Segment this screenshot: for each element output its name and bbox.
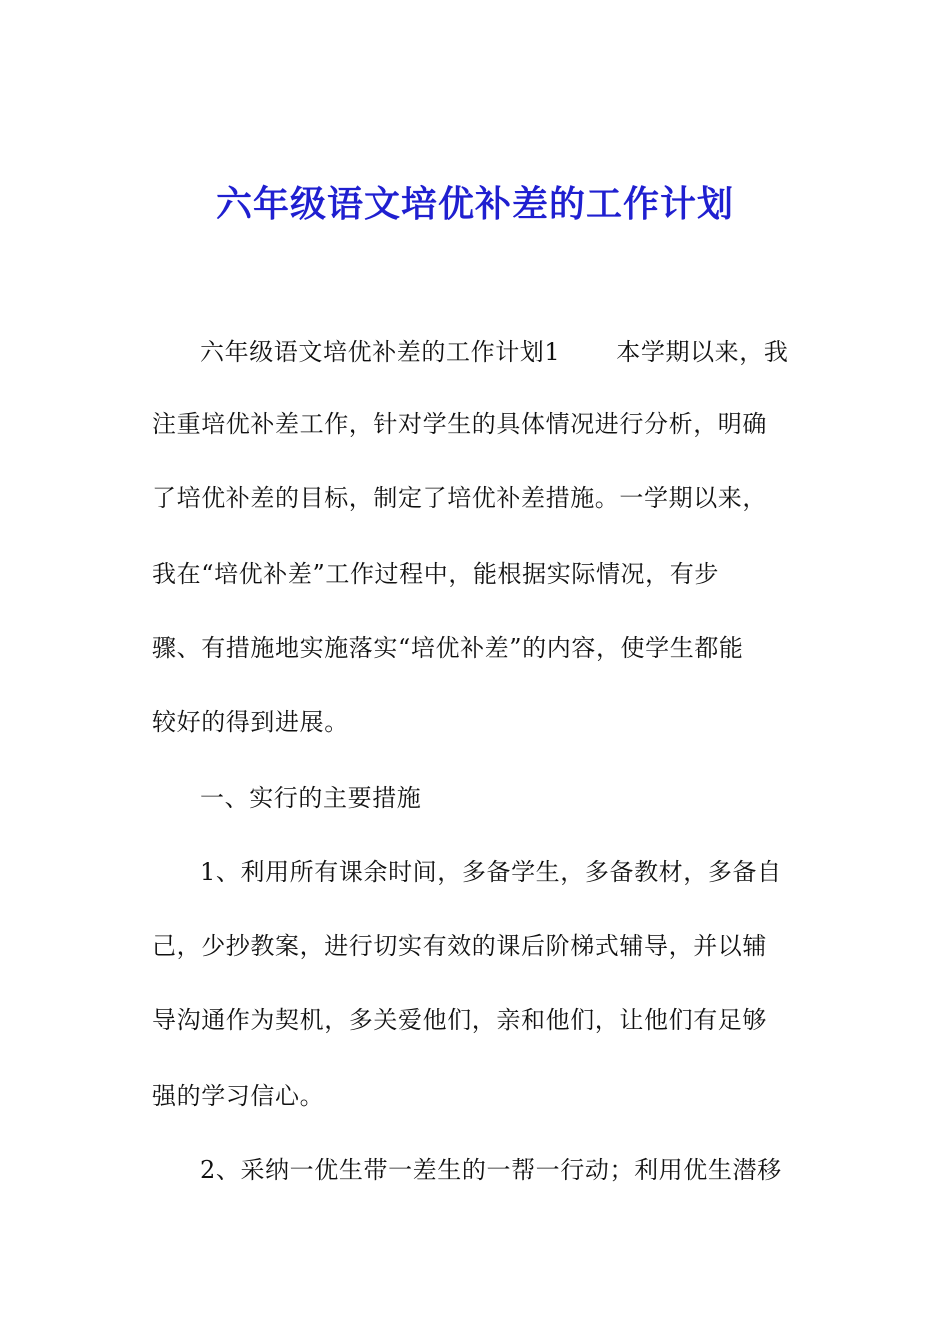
section-heading: 一、实行的主要措施 <box>200 784 422 812</box>
paragraph-line: 我在“培优补差”工作过程中，能根据实际情况，有步 <box>152 560 719 588</box>
paragraph-line <box>200 334 860 370</box>
paragraph-text: 本学期以来，我 <box>616 338 789 366</box>
paragraph-line: 强的学习信心。 <box>152 1082 325 1110</box>
section-heading-inline: 六年级语文培优补差的工作计划1 <box>200 338 561 366</box>
paragraph-line: 较好的得到进展。 <box>152 708 349 736</box>
paragraph-line: 1、利用所有课余时间，多备学生，多备教材，多备自 <box>200 858 782 886</box>
document-title: 六年级语文培优补差的工作计划 <box>215 183 734 225</box>
paragraph-line: 导沟通作为契机，多关爱他们，亲和他们，让他们有足够 <box>152 1006 767 1034</box>
paragraph-line: 己，少抄教案，进行切实有效的课后阶梯式辅导，并以辅 <box>152 932 767 960</box>
paragraph-line: 2、采纳一优生带一差生的一帮一行动；利用优生潜移 <box>200 1156 782 1184</box>
paragraph-line: 注重培优补差工作，针对学生的具体情况进行分析，明确 <box>152 410 767 438</box>
paragraph-line: 骤、有措施地实施落实“培优补差”的内容，使学生都能 <box>152 634 744 662</box>
paragraph-line: 了培优补差的目标，制定了培优补差措施。一学期以来， <box>152 484 767 512</box>
